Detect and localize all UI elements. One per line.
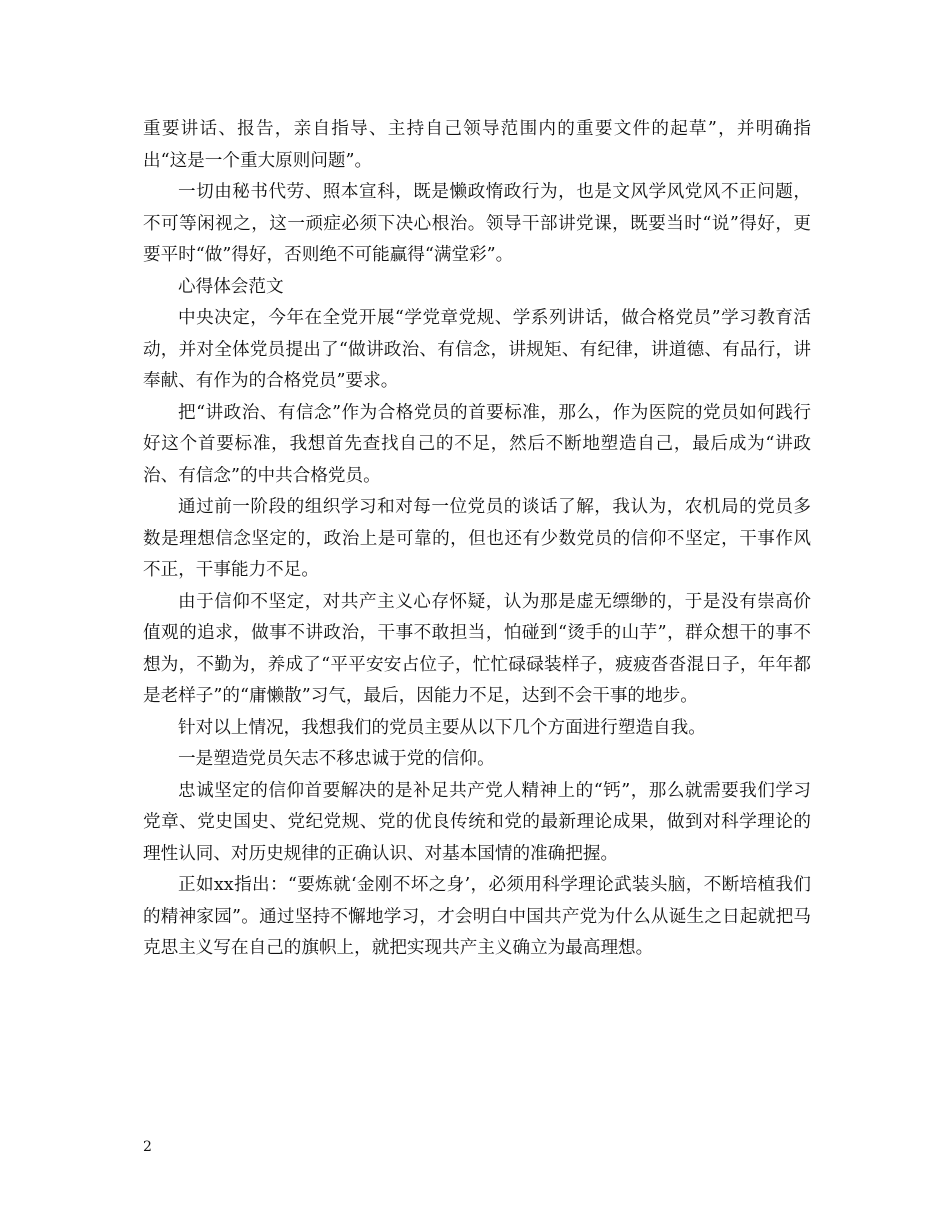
body-text xyxy=(143,114,811,965)
paragraph: 心得体会范文 xyxy=(178,276,284,297)
paragraph: 忠诚坚定的信仰首要解决的是补足共产党人精神上的“钙”，那么就需要我们学习党章、党史国史、党纪党规、党的优良传统和党的最新理论成果，做到对科学理论的理性认同、对历史规律的正确认识、对基本国情的准确把握。 xyxy=(143,780,811,864)
paragraph: 通过前一阶段的组织学习和对每一位党员的谈话了解，我认为，农机局的党员多数是理想信念坚定的，政治上是可靠的，但也还有少数党员的信仰不坚定，干事作风不正，干事能力不足。 xyxy=(143,497,811,580)
paragraph: 重要讲话、报告，亲自指导、主持自己领导范围内的重要文件的起草”，并明确指出“这是一个重大原则问题”。 xyxy=(143,119,811,171)
page-number: 2 xyxy=(143,1139,152,1155)
paragraph: 把“讲政治、有信念”作为合格党员的首要标准，那么，作为医院的党员如何践行好这个首要标准，我想首先查找自己的不足，然后不断地塑造自己，最后成为“讲政治、有信念”的中共合格党员。 xyxy=(143,402,811,486)
paragraph: 由于信仰不坚定，对共产主义心存怀疑，认为那是虚无缥缈的，于是没有崇高价值观的追求，做事不讲政治，干事不敢担当，怕碰到“烫手的山芋”，群众想干的事不想为，不勤为，养成了“平平安安占位子，忙忙碌碌装样子，疲疲沓沓混日子，年年都是老样子”的“庸懒散”习气，最后，因能力不足，达到不会干事的地步。 xyxy=(143,591,811,706)
paragraph: 正如xx指出：“要炼就‘金刚不坏之身’，必须用科学理论武装头脑，不断培植我们的精神家园”。通过坚持不懈地学习，才会明白中国共产党为什么从诞生之日起就把马克思主义写在自己的旗帜上，就把实现共产主义确立为最高理想。 xyxy=(143,875,811,958)
paragraph: 中央决定，今年在全党开展“学党章党规、学系列讲话，做合格党员”学习教育活动，并对全体党员提出了“做讲政治、有信念，讲规矩、有纪律，讲道德、有品行，讲奉献、有作为的合格党员”要求。 xyxy=(143,308,811,391)
paragraph: 一切由秘书代劳、照本宣科，既是懒政惰政行为，也是文风学风党风不正问题，不可等闲视之，这一顽症必须下决心根治。领导干部讲党课，既要当时“说”得好，更要平时“做”得好，否则绝不可能赢得“满堂彩”。 xyxy=(143,182,811,265)
paragraph: 一是塑造党员矢志不移忠诚于党的信仰。 xyxy=(178,749,495,769)
paragraph: 针对以上情况，我想我们的党员主要从以下几个方面进行塑造自我。 xyxy=(178,717,706,738)
